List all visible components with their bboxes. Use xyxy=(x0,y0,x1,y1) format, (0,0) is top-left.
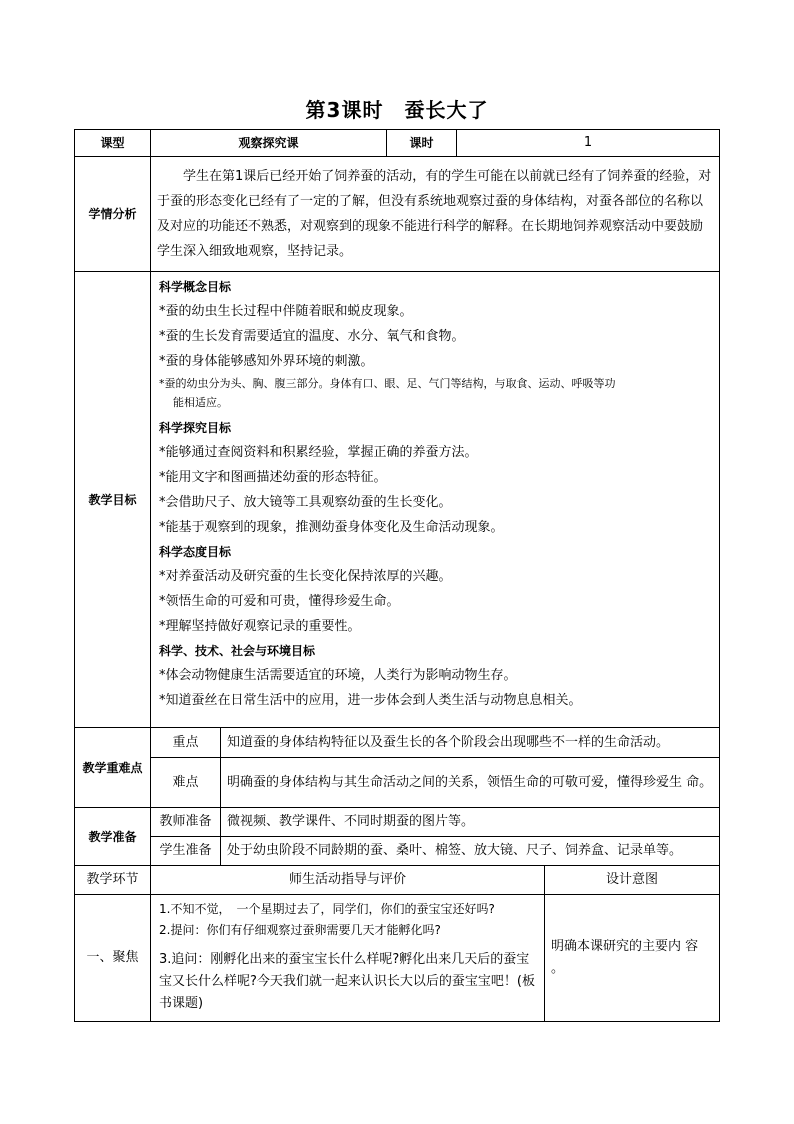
stage-focus: 一、聚焦 xyxy=(75,895,151,1022)
goal-item: *会借助尺子、放大镜等工具观察幼蚕的生长变化。 xyxy=(159,495,452,510)
goals-label: 教学目标 xyxy=(75,272,151,728)
goal-item: *蚕的身体能够感知外界环境的刺激。 xyxy=(159,354,374,369)
teacher-prep-row xyxy=(75,808,720,837)
goals-row xyxy=(75,272,720,728)
goal-item: *蚕的生长发育需要适宜的温度、水分、氧气和食物。 xyxy=(159,329,465,344)
hours-value: 1 xyxy=(457,130,720,157)
key-text: 知道蚕的身体结构特征以及蚕生长的各个阶段会出现哪些不一样的生命活动。 xyxy=(221,728,720,758)
difficulty-row xyxy=(75,758,720,808)
inquiry-goal-heading: 科学探究目标 xyxy=(159,421,232,435)
key-label: 重点 xyxy=(151,728,221,758)
activity-item: 3.追问：刚孵化出来的蚕宝宝长什么样呢?孵化出来几天后的蚕宝宝又长什么样呢?今天我们就一起来认识长大以后的蚕宝宝吧！(板书课题) xyxy=(159,952,535,1011)
student-prep-label: 学生准备 xyxy=(151,837,221,866)
student-prep-row xyxy=(75,837,720,866)
goal-item: *能用文字和图画描述幼蚕的形态特征。 xyxy=(159,470,387,485)
activity-item: 1.不知不觉， 一个星期过去了，同学们，你们的蚕宝宝还好吗? xyxy=(159,902,495,916)
goal-item-small-line2: 能相适应。 xyxy=(173,396,228,409)
goals-content xyxy=(151,272,720,728)
lesson-plan-table xyxy=(74,129,720,1022)
focus-activities xyxy=(151,895,545,1022)
process-col-activity: 师生活动指导与评价 xyxy=(151,866,545,895)
prep-label: 教学准备 xyxy=(75,808,151,866)
goal-item: *知道蚕丝在日常生活中的应用，进一步体会到人类生活与动物息息相关。 xyxy=(159,693,582,708)
goal-item-small xyxy=(159,374,711,412)
process-header-row xyxy=(75,866,720,895)
goal-item: *体会动物健康生活需要适宜的环境，人类行为影响动物生存。 xyxy=(159,668,517,683)
process-col-stage: 教学环节 xyxy=(75,866,151,895)
analysis-row xyxy=(75,157,720,272)
sts-goal-heading: 科学、技术、社会与环境目标 xyxy=(159,644,316,658)
goal-item: *理解坚持做好观察记录的重要性。 xyxy=(159,619,361,634)
process-col-intent: 设计意图 xyxy=(545,866,720,895)
difficulty-label: 难点 xyxy=(151,758,221,808)
goal-item: *能够通过查阅资料和积累经验，掌握正确的养蚕方法。 xyxy=(159,445,478,460)
attitude-goal-heading: 科学态度目标 xyxy=(159,545,232,559)
page-title: 第3课时 蚕长大了 xyxy=(305,98,489,122)
goal-item-small-line1: *蚕的幼虫分为头、胸、腹三部分。身体有口、眼、足、气门等结构，与取食、运动、呼吸等功 xyxy=(159,377,616,390)
process-row-focus xyxy=(75,895,720,1022)
goal-item: *蚕的幼虫生长过程中伴随着眠和蜕皮现象。 xyxy=(159,304,413,319)
activity-item: 2.提问：你们有仔细观察过蚕卵需要几天才能孵化吗? xyxy=(159,923,441,937)
focus-intent: 明确本课研究的主要内 容 。 xyxy=(545,895,720,1022)
difficulty-text: 明确蚕的身体结构与其生命活动之间的关系，领悟生命的可敬可爱，懂得珍爱生 命。 xyxy=(221,758,720,808)
student-prep-text: 处于幼虫阶段不同龄期的蚕、桑叶、棉签、放大镜、尺子、饲养盒、记录单等。 xyxy=(221,837,720,866)
analysis-label: 学情分析 xyxy=(75,157,151,272)
hours-label: 课时 xyxy=(387,130,457,157)
goal-item: *领悟生命的可爱和可贵，懂得珍爱生命。 xyxy=(159,594,400,609)
teacher-prep-text: 微视频、教学课件、不同时期蚕的图片等。 xyxy=(221,808,720,837)
key-point-row xyxy=(75,728,720,758)
keypoints-label: 教学重难点 xyxy=(75,728,151,808)
concept-goal-heading: 科学概念目标 xyxy=(159,280,232,294)
analysis-text: 学生在第1课后已经开始了饲养蚕的活动，有的学生可能在以前就已经有了饲养蚕的经验，对于蚕的形态变化已经有了一定的了解，但没有系统地观察过蚕的身体结构，对蚕各部位的名称以及对应的功能还不熟悉，对观察到的现象不能进行科学的解释。在长期地饲养观察活动中要鼓励学生深入细致地观察，坚持记录。 xyxy=(151,157,720,272)
type-label: 课型 xyxy=(75,130,151,157)
teacher-prep-label: 教师准备 xyxy=(151,808,221,837)
goal-item: *能基于观察到的现象，推测幼蚕身体变化及生命活动现象。 xyxy=(159,520,504,535)
type-value: 观察探究课 xyxy=(151,130,387,157)
info-row xyxy=(75,130,720,157)
goal-item: *对养蚕活动及研究蚕的生长变化保持浓厚的兴趣。 xyxy=(159,569,452,584)
